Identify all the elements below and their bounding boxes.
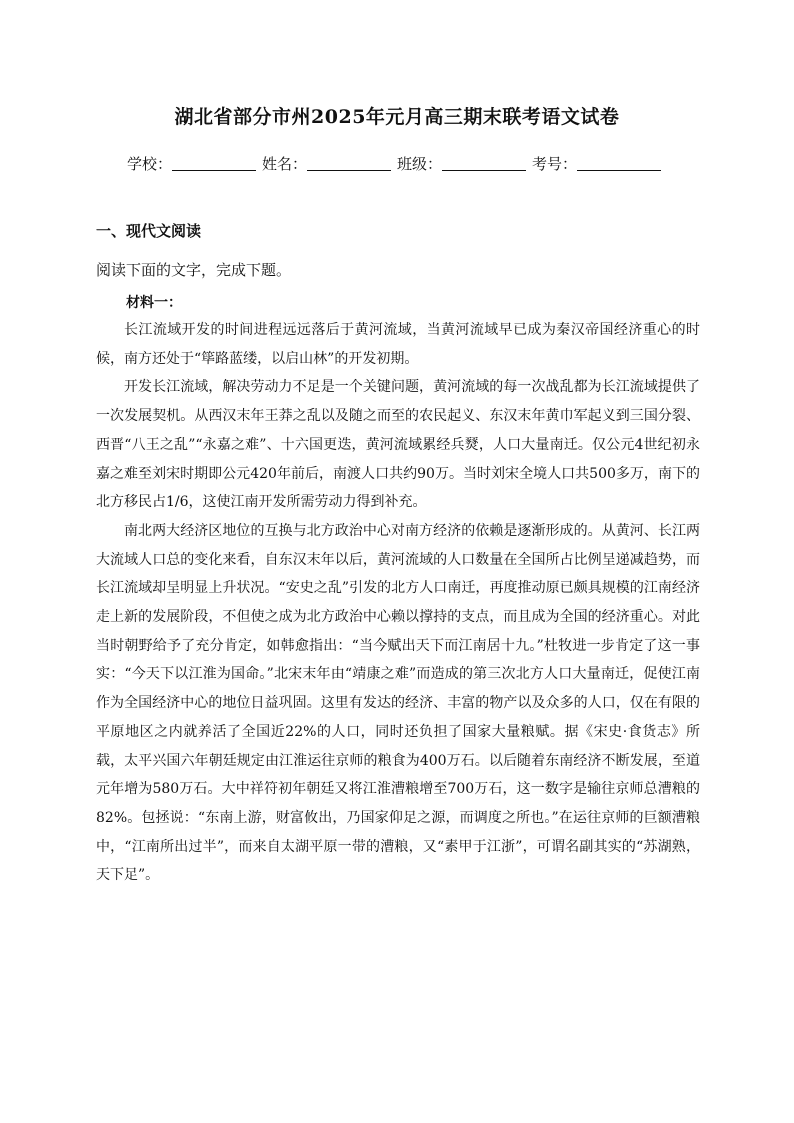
exam-title: 湖北省部分市州2025年元月高三期末联考语文试卷	[174, 106, 620, 128]
section-heading: 一、现代文阅读	[96, 222, 202, 240]
paragraph: 南北两大经济区地位的互换与北方政治中心对南方经济的依赖是逐渐形成的。从黄河、长江两大流域人口总的变化来看，自东汉末年以后，黄河流域的人口数量在全国所占比例呈递减趋势，而长江流域却呈明显上升状况。“安史之乱”引发的北方人口南迁，再度推动原已颇具规模的江南经济走上新的发展阶段，不但使之成为北方政治中心赖以撑持的支点，而且成为全国的经济重心。对此当时朝野给予了充分肯定，如韩愈指出：“当今赋出天下而江南居十九。”杜牧进一步肯定了这一事实：“今天下以江淮为国命。”北宋末年由“靖康之难”而造成的第三次北方人口大量南迁，促使江南作为全国经济中心的地位日益巩固。这里有发达的经济、丰富的物产以及众多的人口，仅在有限的平原地区之内就养活了全国近22%的人口，同时还负担了国家大量粮赋。据《宋史·食货志》所载，太平兴国六年朝廷规定由江淮运往京师的粮食为400万石。以后随着东南经济不断发展，至道元年增为580万石。大中祥符初年朝廷又将江淮漕粮增至700万石，这一数字是输往京师总漕粮的82%。包拯说：“东南上游，财富攸出，乃国家仰足之源，而调度之所也。”在运往京师的巨额漕粮中，“江南所出过半”，而来自太湖平原一带的漕粮，又“素甲于江浙”，可谓名副其实的“苏湖熟，天下足”。	[96, 522, 700, 884]
class-label: 班级：	[397, 155, 443, 173]
name-blank	[307, 156, 391, 171]
material-body	[96, 316, 700, 890]
paragraph: 开发长江流域，解决劳动力不足是一个关键问题，黄河流域的每一次战乱都为长江流域提供了一次发展契机。从西汉末年王莽之乱以及随之而至的农民起义、东汉末年黄巾军起义到三国分裂、西晋“八王之乱”“永嘉之难”、十六国更迭，黄河流域累经兵燹，人口大量南迁。仅公元4世纪初永嘉之难至刘宋时期即公元420年前后，南渡人口共约90万。当时刘宋全境人口共500多万，南下的北方移民占1/6，这使江南开发所需劳动力得到补充。	[96, 379, 700, 511]
student-info-row	[0, 153, 794, 174]
name-label: 姓名：	[261, 155, 307, 173]
school-label: 学校：	[126, 155, 172, 173]
instruction-text: 阅读下面的文字，完成下题。	[96, 261, 292, 279]
number-label: 考号：	[532, 155, 578, 173]
number-blank	[577, 156, 661, 171]
class-blank	[442, 156, 526, 171]
school-blank	[172, 156, 256, 171]
paragraph: 长江流域开发的时间进程远远落后于黄河流域，当黄河流域早已成为秦汉帝国经济重心的时候，南方还处于“筚路蓝缕，以启山林”的开发初期。	[96, 322, 700, 367]
material-label: 材料一：	[126, 295, 182, 311]
